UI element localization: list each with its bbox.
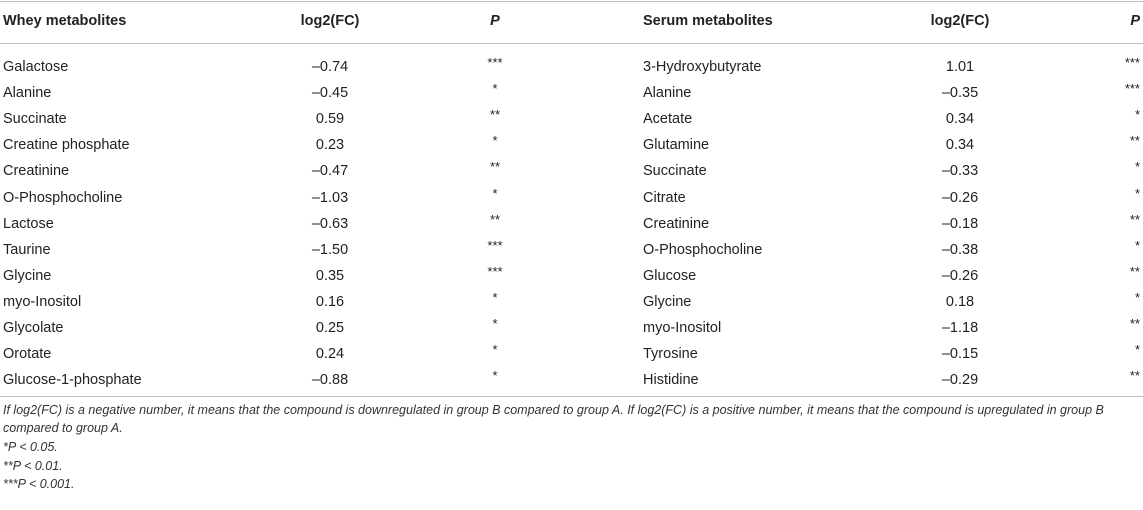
serum-log2fc-value: 0.18 bbox=[945, 293, 975, 310]
whey-metabolite-name: Succinate bbox=[3, 111, 67, 128]
whey-p-significance: * bbox=[492, 342, 498, 358]
serum-metabolite-name: Histidine bbox=[643, 372, 699, 389]
footnote-p01: **P < 0.01. bbox=[3, 459, 63, 473]
serum-p-significance: * bbox=[1134, 237, 1140, 253]
table-row bbox=[0, 263, 1143, 289]
header-serum-p: P bbox=[1130, 13, 1140, 29]
serum-log2fc-value: 0.34 bbox=[945, 137, 975, 154]
serum-metabolite-name: 3-Hydroxybutyrate bbox=[643, 59, 762, 75]
whey-p-significance: * bbox=[492, 316, 498, 331]
whey-p-significance: *** bbox=[487, 263, 503, 279]
serum-log2fc-value: –0.26 bbox=[941, 267, 979, 284]
whey-log2fc-value: –0.45 bbox=[311, 85, 349, 102]
serum-log2fc-value: –0.26 bbox=[941, 189, 979, 206]
whey-log2fc-value: –1.50 bbox=[311, 241, 349, 258]
whey-metabolite-name: Alanine bbox=[3, 85, 52, 102]
header-serum-metabolites: Serum metabolites bbox=[643, 13, 773, 29]
whey-metabolite-name: Taurine bbox=[3, 241, 51, 258]
serum-metabolite-name: Succinate bbox=[643, 163, 707, 180]
serum-log2fc-value: –0.29 bbox=[941, 372, 979, 389]
table-row bbox=[0, 158, 1143, 184]
header-serum-log2fc: log2(FC) bbox=[930, 13, 990, 29]
whey-metabolite-name: O-Phosphocholine bbox=[3, 189, 123, 206]
serum-log2fc-value: –1.18 bbox=[941, 320, 979, 336]
whey-p-significance: *** bbox=[487, 55, 503, 70]
serum-metabolite-name: O-Phosphocholine bbox=[643, 241, 763, 258]
serum-p-significance: *** bbox=[1124, 81, 1140, 97]
whey-p-significance: ** bbox=[489, 159, 501, 175]
whey-metabolite-name: Lactose bbox=[3, 215, 54, 232]
table-row bbox=[0, 54, 1143, 80]
table-bottom-rule bbox=[0, 396, 1143, 397]
serum-p-significance: ** bbox=[1129, 263, 1140, 279]
table-row bbox=[0, 106, 1143, 132]
whey-metabolite-name: Glycine bbox=[3, 267, 52, 284]
serum-log2fc-value: –0.15 bbox=[941, 346, 979, 363]
whey-p-significance: * bbox=[492, 185, 498, 201]
serum-log2fc-value: –0.38 bbox=[941, 241, 979, 258]
table-row bbox=[0, 80, 1143, 106]
serum-p-significance: ** bbox=[1129, 211, 1140, 227]
footnote-p001: ***P < 0.001. bbox=[3, 477, 75, 491]
table-row bbox=[0, 211, 1143, 237]
table-row bbox=[0, 185, 1143, 211]
whey-metabolite-name: Orotate bbox=[3, 346, 52, 363]
serum-metabolite-name: Tyrosine bbox=[643, 346, 698, 363]
whey-p-significance: * bbox=[492, 133, 498, 149]
serum-p-significance: * bbox=[1134, 185, 1140, 201]
table-row bbox=[0, 341, 1143, 367]
serum-metabolite-name: myo-Inositol bbox=[643, 320, 722, 336]
header-whey-log2fc: log2(FC) bbox=[300, 13, 360, 29]
whey-log2fc-value: 0.24 bbox=[315, 346, 345, 363]
serum-metabolite-name: Creatinine bbox=[643, 215, 710, 232]
whey-log2fc-value: 0.35 bbox=[315, 267, 345, 284]
whey-log2fc-value: –0.63 bbox=[311, 215, 349, 232]
whey-p-significance: * bbox=[492, 368, 498, 384]
serum-p-significance: ** bbox=[1129, 133, 1140, 149]
serum-p-significance: * bbox=[1134, 342, 1140, 358]
whey-log2fc-value: 0.59 bbox=[315, 111, 345, 128]
whey-log2fc-value: –0.88 bbox=[311, 372, 349, 389]
serum-log2fc-value: 0.34 bbox=[945, 111, 975, 128]
whey-log2fc-value: –1.03 bbox=[311, 189, 349, 206]
table-row bbox=[0, 132, 1143, 158]
whey-metabolite-name: Creatinine bbox=[3, 163, 70, 180]
serum-metabolite-name: Glycine bbox=[643, 293, 692, 310]
whey-metabolite-name: Creatine phosphate bbox=[3, 137, 130, 154]
whey-p-significance: ** bbox=[489, 107, 501, 123]
whey-p-significance: * bbox=[492, 81, 498, 97]
whey-metabolite-name: myo-Inositol bbox=[3, 293, 82, 310]
serum-metabolite-name: Glucose bbox=[643, 267, 697, 284]
serum-p-significance: * bbox=[1134, 107, 1140, 123]
serum-p-significance: ** bbox=[1129, 316, 1140, 331]
footnote-fc-explanation: If log2(FC) is a negative number, it means that the compound is downregulated in group B compared to group A. If log2(FC) is a positive number, it means that the compound is upregulated in group B compared to group A. bbox=[3, 403, 1104, 435]
whey-log2fc-value: –0.74 bbox=[311, 59, 349, 75]
whey-log2fc-value: –0.47 bbox=[311, 163, 349, 180]
serum-log2fc-value: –0.35 bbox=[941, 85, 979, 102]
whey-log2fc-value: 0.23 bbox=[315, 137, 345, 154]
serum-p-significance: ** bbox=[1129, 368, 1140, 384]
whey-p-significance: * bbox=[492, 289, 498, 305]
whey-p-significance: *** bbox=[487, 237, 503, 253]
serum-metabolite-name: Glutamine bbox=[643, 137, 710, 154]
whey-log2fc-value: 0.16 bbox=[315, 293, 345, 310]
serum-p-significance: * bbox=[1134, 159, 1140, 175]
header-whey-metabolites: Whey metabolites bbox=[3, 13, 127, 29]
table-row bbox=[0, 289, 1143, 315]
serum-p-significance: * bbox=[1134, 289, 1140, 305]
table-row bbox=[0, 367, 1143, 393]
serum-log2fc-value: –0.33 bbox=[941, 163, 979, 180]
table-top-rule bbox=[0, 1, 1143, 2]
whey-metabolite-name: Galactose bbox=[3, 59, 69, 75]
serum-p-significance: *** bbox=[1124, 55, 1140, 70]
serum-metabolite-name: Citrate bbox=[643, 189, 686, 206]
header-whey-p: P bbox=[490, 13, 500, 29]
serum-log2fc-value: –0.18 bbox=[941, 215, 979, 232]
whey-metabolite-name: Glycolate bbox=[3, 320, 64, 336]
serum-metabolite-name: Alanine bbox=[643, 85, 692, 102]
serum-log2fc-value: 1.01 bbox=[945, 59, 975, 75]
whey-p-significance: ** bbox=[489, 211, 501, 227]
table-row bbox=[0, 315, 1143, 341]
serum-metabolite-name: Acetate bbox=[643, 111, 693, 128]
footnote-p05: *P < 0.05. bbox=[3, 440, 58, 454]
whey-log2fc-value: 0.25 bbox=[315, 320, 345, 336]
header-rule bbox=[0, 43, 1143, 44]
table-row bbox=[0, 237, 1143, 263]
whey-metabolite-name: Glucose-1-phosphate bbox=[3, 372, 142, 389]
